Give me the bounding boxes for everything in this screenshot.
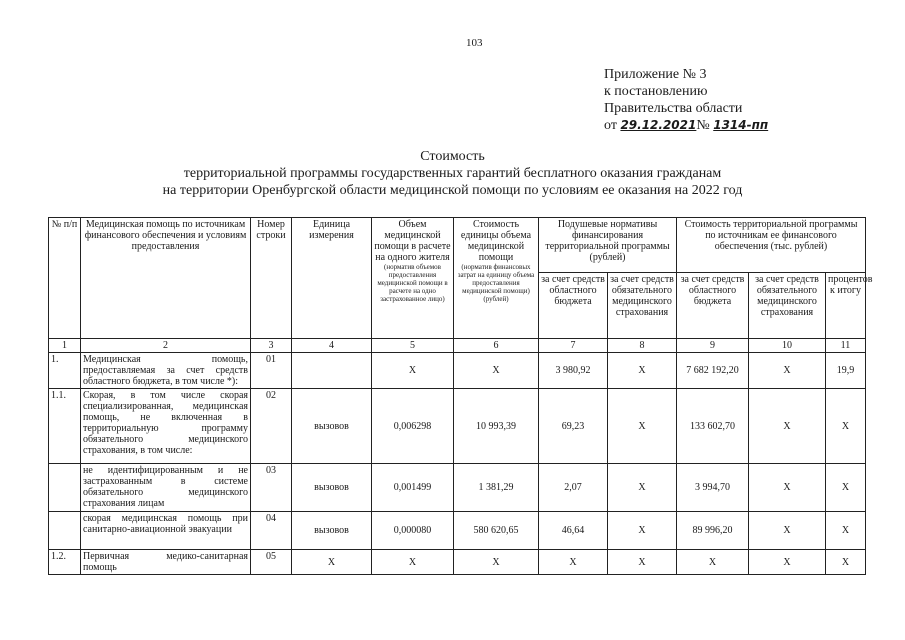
- row-num: 1.: [49, 353, 81, 389]
- column-number: 7: [539, 339, 608, 353]
- header-row-1: [49, 218, 866, 273]
- row-description: Скорая, в том числе скорая специализированная, медицинская помощь, не включенная в территориальную программу обязательного медицинского страхования, в том числе:: [81, 389, 251, 464]
- page-number: 103: [466, 37, 483, 49]
- row-unit: вызовов: [292, 389, 372, 464]
- header-unit-cost: [454, 218, 539, 339]
- annex-line-2: к постановлению: [604, 84, 708, 99]
- row-volume: 0,000080: [372, 512, 454, 550]
- column-number: 4: [292, 339, 372, 353]
- row-total-budget: 3 994,70: [677, 464, 749, 512]
- header-pc-budget: за счет средств областного бюджета: [539, 273, 608, 339]
- row-unit: вызовов: [292, 464, 372, 512]
- row-unit: X: [292, 550, 372, 575]
- title-line-1: Стоимость: [420, 149, 485, 164]
- row-description: скорая медицинская помощь при санитарно-авиационной эвакуации: [81, 512, 251, 550]
- row-total-budget: 133 602,70: [677, 389, 749, 464]
- column-number: 9: [677, 339, 749, 353]
- row-volume: X: [372, 550, 454, 575]
- column-number: 10: [749, 339, 826, 353]
- title-line-3: на территории Оренбургской области медицинской помощи по условиям ее оказания на 2022 год: [162, 183, 743, 198]
- row-code: 02: [251, 389, 292, 464]
- row-description: Первичная медико-санитарная помощь: [81, 550, 251, 575]
- header-volume-main: Объем медицинской помощи в расчете на одного жителя: [374, 219, 451, 263]
- table-row: [49, 464, 866, 512]
- row-unit-cost: 580 620,65: [454, 512, 539, 550]
- row-volume: X: [372, 353, 454, 389]
- annex-date-line: [604, 117, 768, 134]
- row-unit-cost: 1 381,29: [454, 464, 539, 512]
- row-num: [49, 464, 81, 512]
- row-code: 04: [251, 512, 292, 550]
- row-total-budget: 89 996,20: [677, 512, 749, 550]
- row-pc-oms: X: [608, 464, 677, 512]
- cost-table: [48, 217, 873, 575]
- annex-line-3: Правительства области: [604, 101, 743, 116]
- row-unit-cost: X: [454, 550, 539, 575]
- row-pc-budget: X: [539, 550, 608, 575]
- annex-date-prefix: от: [604, 118, 617, 133]
- header-volume: [372, 218, 454, 339]
- row-num: [49, 512, 81, 550]
- row-total-oms: X: [749, 464, 826, 512]
- row-percent: X: [826, 389, 866, 464]
- row-pc-oms: X: [608, 353, 677, 389]
- column-number: 6: [454, 339, 539, 353]
- column-number: 2: [81, 339, 251, 353]
- header-unit-cost-main: Стоимость единицы объема медицинской помощи: [460, 219, 532, 263]
- row-pc-budget: 46,64: [539, 512, 608, 550]
- annex-block: [604, 66, 768, 134]
- header-num: № п/п: [49, 218, 81, 339]
- header-pc-oms: за счет средств обязательного медицинского страхования: [608, 273, 677, 339]
- row-unit: [292, 353, 372, 389]
- annex-date: 29.12.2021: [620, 118, 697, 132]
- row-description: не идентифицированным и не застрахованным в системе обязательного медицинского страхования лицам: [81, 464, 251, 512]
- row-unit: вызовов: [292, 512, 372, 550]
- row-total-budget: X: [677, 550, 749, 575]
- row-total-oms: X: [749, 512, 826, 550]
- row-percent: X: [826, 512, 866, 550]
- row-volume: 0,001499: [372, 464, 454, 512]
- column-number: 8: [608, 339, 677, 353]
- row-volume: 0,006298: [372, 389, 454, 464]
- row-percent: X: [826, 464, 866, 512]
- row-code: 05: [251, 550, 292, 575]
- annex-number: 1314-пп: [713, 118, 769, 132]
- row-pc-oms: X: [608, 550, 677, 575]
- header-total-oms: за счет средств обязательного медицинского страхования: [749, 273, 826, 339]
- row-description: Медицинская помощь, предоставляемая за счет средств областного бюджета, в том числе *):: [81, 353, 251, 389]
- header-line-number: Номер строки: [251, 218, 292, 339]
- row-total-oms: X: [749, 353, 826, 389]
- annex-line-1: Приложение № 3: [604, 67, 707, 82]
- row-percent: X: [826, 550, 866, 575]
- row-code: 03: [251, 464, 292, 512]
- column-number: 3: [251, 339, 292, 353]
- column-number: 11: [826, 339, 866, 353]
- header-volume-note: (норматив объемов предоставления медицинской помощи в расчете на одно застрахованное лицо): [377, 263, 448, 303]
- annex-number-sign: №: [696, 118, 710, 133]
- row-total-oms: X: [749, 389, 826, 464]
- row-percent: 19,9: [826, 353, 866, 389]
- row-pc-budget: 2,07: [539, 464, 608, 512]
- header-total-budget: за счет средств областного бюджета: [677, 273, 749, 339]
- row-num: 1.2.: [49, 550, 81, 575]
- row-pc-oms: X: [608, 512, 677, 550]
- table-row: [49, 389, 866, 464]
- row-pc-budget: 69,23: [539, 389, 608, 464]
- header-per-capita-group: Подушевые нормативы финансирования территориальной программы (рублей): [539, 218, 677, 273]
- document-title: [120, 148, 785, 199]
- table-row: [49, 550, 866, 575]
- row-code: 01: [251, 353, 292, 389]
- row-unit-cost: X: [454, 353, 539, 389]
- table-row: [49, 512, 866, 550]
- row-pc-oms: X: [608, 389, 677, 464]
- row-total-budget: 7 682 192,20: [677, 353, 749, 389]
- row-pc-budget: 3 980,92: [539, 353, 608, 389]
- column-number-row: [49, 339, 866, 353]
- header-unit-cost-note: (норматив финансовых затрат на единицу объема предоставления медицинской помощи) (рублей): [457, 263, 535, 303]
- header-description: Медицинская помощь по источникам финансового обеспечения и условиям предоставления: [81, 218, 251, 339]
- header-percent: процентов к итогу: [826, 273, 866, 339]
- row-unit-cost: 10 993,39: [454, 389, 539, 464]
- row-num: 1.1.: [49, 389, 81, 464]
- table-row: [49, 353, 866, 389]
- header-program-cost-group: Стоимость территориальной программы по источникам ее финансового обеспечения (тыс. рублей): [677, 218, 866, 273]
- column-number: 5: [372, 339, 454, 353]
- title-line-2: территориальной программы государственных гарантий бесплатного оказания гражданам: [183, 166, 722, 181]
- column-number: 1: [49, 339, 81, 353]
- header-unit: Единица измерения: [292, 218, 372, 339]
- row-total-oms: X: [749, 550, 826, 575]
